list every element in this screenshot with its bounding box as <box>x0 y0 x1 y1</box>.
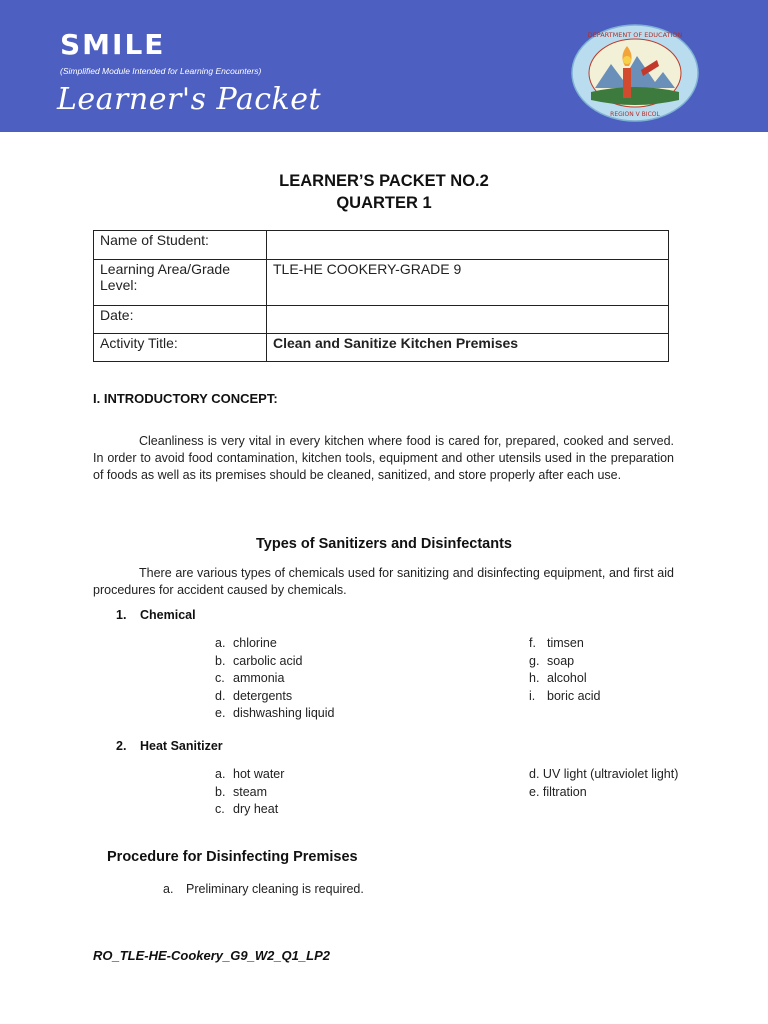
item-letter: b. <box>215 784 226 799</box>
list-item <box>215 801 284 819</box>
heat-sanitizer-heading <box>116 739 223 753</box>
list-item <box>215 705 334 723</box>
document-code-footer: RO_TLE-HE-Cookery_G9_W2_Q1_LP2 <box>93 948 330 963</box>
info-value <box>267 306 669 334</box>
student-info-table <box>93 230 669 362</box>
seal-top-text: DEPARTMENT OF EDUCATION <box>587 31 683 39</box>
types-heading: Types of Sanitizers and Disinfectants <box>256 536 512 552</box>
item-letter: i. <box>529 688 536 703</box>
item-text: Preliminary cleaning is required. <box>186 882 364 896</box>
activity-title-value: Clean and Sanitize Kitchen Premises <box>267 334 669 362</box>
list-item <box>529 688 601 706</box>
item-letter: d. <box>215 688 226 703</box>
item-letter: e. <box>215 706 226 720</box>
item-letter: d. <box>529 767 540 781</box>
info-row <box>94 231 669 260</box>
item-text: dishwashing liquid <box>233 706 335 720</box>
heat-list-left <box>215 766 284 819</box>
item-text: carbolic acid <box>233 653 303 668</box>
item-letter: h. <box>529 671 540 685</box>
info-row <box>94 260 669 306</box>
item-letter: a. <box>163 882 174 896</box>
info-label: Date: <box>94 306 267 334</box>
heat-list-right <box>529 766 679 801</box>
item-text: timsen <box>547 636 584 650</box>
list-number: 2. <box>116 739 127 753</box>
smile-logo-text: SMILE <box>60 28 166 61</box>
list-item <box>215 688 334 706</box>
quarter-title: QUARTER 1 <box>336 194 432 212</box>
procedure-heading: Procedure for Disinfecting Premises <box>107 849 358 865</box>
info-label: Name of Student: <box>94 231 267 260</box>
list-number: 1. <box>116 608 127 622</box>
info-value <box>267 231 669 260</box>
list-item <box>529 784 679 802</box>
item-text: ammonia <box>233 671 285 685</box>
item-letter: a. <box>215 767 226 781</box>
list-item <box>215 784 284 802</box>
seal-bottom-text: REGION V BICOL <box>610 111 660 118</box>
item-text: UV light (ultraviolet light) <box>542 767 679 781</box>
item-letter: a. <box>215 636 226 650</box>
list-item <box>529 766 679 784</box>
procedure-item <box>163 882 364 896</box>
item-text: hot water <box>233 767 285 781</box>
list-item <box>215 766 284 784</box>
intro-paragraph: Cleanliness is very vital in every kitchen where food is cared for, prepared, cooked and served. In order to avoid food contamination, kitchen tools, equipment and other utensils used in the preparation of foods as well as its premises should be cleaned, sanitized, and store properly after each use. <box>93 434 674 482</box>
item-text: steam <box>233 784 268 799</box>
item-letter: c. <box>215 671 225 685</box>
list-item <box>215 670 334 688</box>
item-text: filtration <box>542 784 587 799</box>
info-row <box>94 334 669 362</box>
item-letter: e. <box>529 784 540 799</box>
item-text: boric acid <box>547 688 601 703</box>
types-paragraph: There are various types of chemicals used for sanitizing and disinfecting equipment, and first aid procedures for accident caused by chemicals. <box>93 566 674 597</box>
item-text: alcohol <box>547 671 587 685</box>
item-text: chlorine <box>233 636 277 650</box>
item-text: dry heat <box>233 802 279 816</box>
introductory-concept-heading: I. INTRODUCTORY CONCEPT: <box>93 391 278 406</box>
info-label: Learning Area/Grade Level: <box>94 260 267 306</box>
item-letter: b. <box>215 653 226 668</box>
chemical-list-right <box>529 635 601 705</box>
list-item <box>529 635 601 653</box>
item-letter: g. <box>529 653 540 668</box>
packet-title: LEARNER’S PACKET NO.2 <box>279 172 489 190</box>
item-letter: f. <box>529 636 536 650</box>
item-letter: c. <box>215 802 225 816</box>
group-title: Chemical <box>140 608 196 622</box>
item-text: soap <box>547 653 575 668</box>
info-value: TLE-HE COOKERY-GRADE 9 <box>267 260 669 306</box>
list-item <box>215 653 334 671</box>
info-label: Activity Title: <box>94 334 267 362</box>
list-item <box>529 670 601 688</box>
smile-subtitle: (Simplified Module Intended for Learning Encounters) <box>60 66 262 76</box>
list-item <box>529 653 601 671</box>
chemical-heading <box>116 608 196 622</box>
info-row <box>94 306 669 334</box>
learners-packet-label: Learner's Packet <box>57 82 322 117</box>
list-item <box>215 635 334 653</box>
item-text: detergents <box>233 688 293 703</box>
group-title: Heat Sanitizer <box>140 739 223 753</box>
chemical-list-left <box>215 635 334 723</box>
deped-seal-icon <box>571 24 699 122</box>
header-banner <box>0 0 768 132</box>
